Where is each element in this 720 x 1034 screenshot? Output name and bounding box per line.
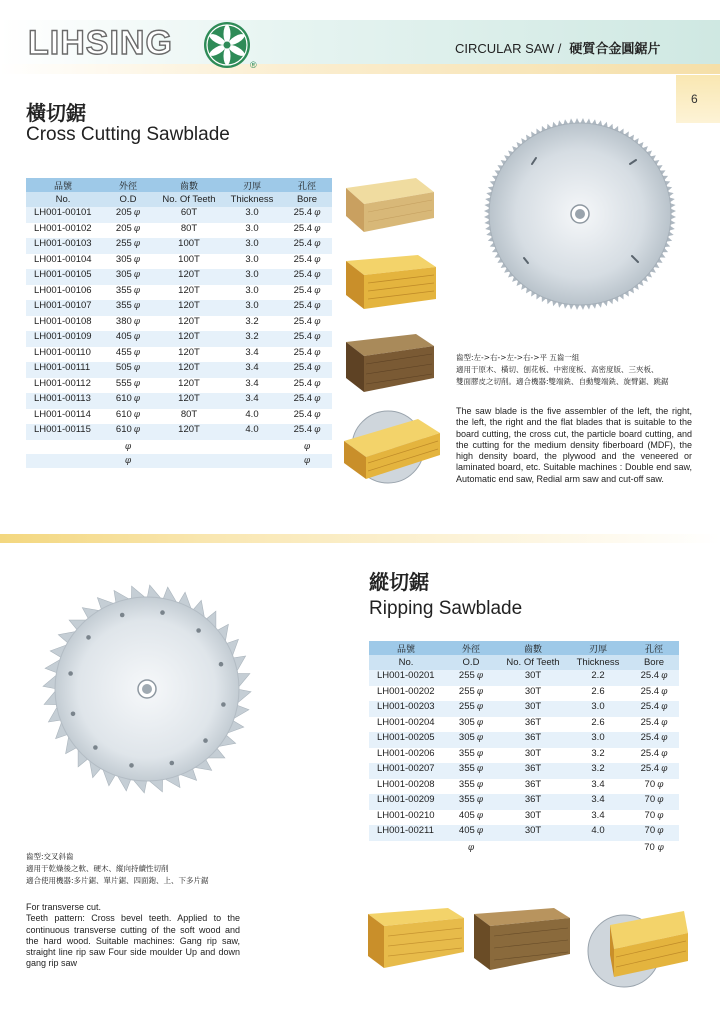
cross-spec-table: [26, 178, 332, 468]
cell-teeth: 36T: [499, 763, 567, 779]
cell-teeth: 100T: [178, 253, 200, 265]
cell-od: 305 φ: [100, 269, 156, 285]
cell-thk: 3.0: [222, 269, 282, 285]
table-row: [369, 732, 679, 748]
col-header: Thickness: [222, 192, 282, 207]
cell-no: LH001-00109: [26, 331, 100, 347]
cell-thk: 3.0: [222, 300, 282, 316]
cell-bore: 25.4 φ: [293, 408, 321, 420]
cell-no: LH001-00110: [34, 346, 91, 358]
cell-od: 355 φ: [443, 794, 499, 810]
table-row: [26, 347, 332, 363]
table-row: [26, 207, 332, 223]
cell-thk: 3.0: [245, 222, 259, 234]
cell-thk: 3.0: [222, 207, 282, 223]
cell-bore: 25.4 φ: [629, 732, 679, 748]
cell-teeth: 120T: [178, 315, 200, 327]
cell-no: LH001-00202: [377, 685, 435, 697]
cell-thk: 3.2: [567, 763, 629, 779]
cell-bore: 25.4 φ: [293, 346, 321, 358]
cell-od: 610 φ: [115, 408, 141, 420]
col-header: 刃厚: [222, 178, 282, 192]
col-header: 孔徑: [282, 178, 332, 192]
registered-mark: ®: [250, 60, 257, 70]
table-row: [369, 748, 679, 764]
cell-bore: 25.4 φ: [282, 331, 332, 347]
col-header: No. Of Teeth: [499, 655, 567, 670]
col-header: 品號: [26, 178, 100, 192]
cell-no: LH001-00102: [34, 222, 92, 234]
plywood-image: [346, 334, 434, 394]
table-row: [26, 316, 332, 332]
cell-thk: 4.0: [567, 825, 629, 841]
table-row: [26, 254, 332, 270]
cell-teeth: 120T: [156, 393, 222, 409]
cell-thk: 4.0: [222, 424, 282, 440]
col-header: 齒數: [156, 178, 222, 192]
table-row: [26, 424, 332, 440]
rip-wood-image-2: [474, 908, 570, 976]
cell-thk: 4.0: [245, 408, 259, 420]
cell-teeth: 36T: [499, 794, 567, 810]
col-header: No. Of Teeth: [156, 192, 222, 207]
cell-od: 555 φ: [115, 377, 141, 389]
cell-no: LH001-00108: [34, 315, 92, 327]
cell-bore: 25.4 φ: [282, 269, 332, 285]
cell-thk: 3.4: [245, 346, 259, 358]
table-row: [369, 763, 679, 779]
rip-title-en: Ripping Sawblade: [369, 598, 523, 619]
table-row: [369, 794, 679, 810]
particle-board-image: [346, 178, 434, 236]
cell-bore: 25.4 φ: [282, 300, 332, 316]
cell-od: 355 φ: [100, 300, 156, 316]
table-row: [369, 825, 679, 841]
table-row: [26, 269, 332, 285]
cell-od: 355 φ: [458, 778, 484, 790]
cell-no: LH001-00208: [377, 778, 435, 790]
cell-thk: 3.4: [222, 362, 282, 378]
cell-od: 380 φ: [115, 315, 141, 327]
cell-bore: 25.4 φ: [293, 222, 321, 234]
table-row-empty: φ φ: [124, 442, 311, 452]
cell-od: 355 φ: [115, 284, 141, 296]
cell-thk: 3.0: [222, 238, 282, 254]
cell-no: LH001-00206: [377, 747, 435, 759]
col-header: 外徑: [100, 178, 156, 192]
table-row: [26, 331, 332, 347]
cell-bore: 70 φ: [644, 809, 664, 821]
header-accent-band: [0, 64, 720, 74]
cell-thk: 3.0: [567, 701, 629, 717]
col-header: Bore: [282, 192, 332, 207]
cell-thk: 3.0: [567, 732, 629, 748]
cell-teeth: 30T: [499, 670, 567, 686]
cell-bore: 25.4 φ: [629, 670, 679, 686]
cross-title-zh: 橫切鋸: [26, 101, 86, 125]
cell-bore: 25.4 φ: [629, 701, 679, 717]
table-row: [369, 717, 679, 733]
cell-teeth: 120T: [156, 362, 222, 378]
col-header: No.: [26, 192, 100, 207]
table-row: [26, 285, 332, 301]
cell-no: LH001-00209: [369, 794, 443, 810]
cell-no: LH001-00201: [369, 670, 443, 686]
table-row: [26, 393, 332, 409]
cell-no: LH001-00106: [34, 284, 92, 296]
cell-teeth: 30T: [499, 825, 567, 841]
cell-od: 405 φ: [443, 825, 499, 841]
cell-bore: 25.4 φ: [640, 685, 668, 697]
col-header: 品號: [369, 641, 443, 655]
rip-spec-table: [369, 641, 679, 855]
cell-no: LH001-00103: [26, 238, 100, 254]
cell-od: 355 φ: [458, 747, 484, 759]
rip-title-zh: 縱切鋸: [369, 570, 429, 594]
rip-wood-image-1: [368, 908, 464, 974]
cell-bore: 70 φ: [629, 794, 679, 810]
cell-teeth: 60T: [156, 207, 222, 223]
cell-thk: 2.2: [567, 670, 629, 686]
cell-bore: 25.4 φ: [282, 424, 332, 440]
cross-desc-zh: 齒型:左->右->左->右->平 五齒一組 適用于原木、橫切、刨花板、中密度板、高密度版、三夾板、 雙面膠皮之切削。適合機器:雙端銑、自動雙端銑、旋臂鋸、跳鋸: [456, 353, 669, 386]
section-divider: [0, 534, 720, 543]
cell-no: LH001-00207: [369, 763, 443, 779]
cell-no: LH001-00104: [34, 253, 92, 265]
cell-no: LH001-00205: [369, 732, 443, 748]
cell-teeth: 100T: [156, 238, 222, 254]
cell-no: LH001-00115: [26, 424, 100, 440]
cell-no: LH001-00203: [369, 701, 443, 717]
cell-od: 405 φ: [458, 809, 484, 821]
cross-title-en: Cross Cutting Sawblade: [26, 124, 230, 145]
page-tab: [676, 75, 720, 123]
cell-bore: 70 φ: [644, 778, 664, 790]
cell-thk: 3.4: [245, 377, 259, 389]
col-header: Thickness: [567, 655, 629, 670]
cell-teeth: 120T: [156, 300, 222, 316]
col-header: O.D: [100, 192, 156, 207]
table-row: [369, 701, 679, 717]
cell-teeth: 120T: [178, 377, 200, 389]
cell-thk: 3.4: [567, 794, 629, 810]
cell-thk: 2.6: [591, 716, 605, 728]
cell-bore: 25.4 φ: [293, 315, 321, 327]
cell-od: 305 φ: [443, 732, 499, 748]
cell-no: LH001-00105: [26, 269, 100, 285]
table-row: [369, 670, 679, 686]
cell-bore: 70 φ: [629, 825, 679, 841]
cell-teeth: 80T: [180, 222, 198, 234]
cell-teeth: 36T: [524, 716, 542, 728]
cell-no: LH001-00114: [34, 408, 91, 420]
cell-bore: 25.4 φ: [282, 393, 332, 409]
col-header: Bore: [629, 655, 679, 670]
cell-teeth: 30T: [524, 809, 542, 821]
col-header: No.: [369, 655, 443, 670]
table-row-empty: φ φ: [26, 454, 332, 468]
table-row: [26, 409, 332, 425]
table-row: [26, 378, 332, 394]
cell-teeth: 36T: [499, 732, 567, 748]
cell-no: LH001-00111: [26, 362, 100, 378]
cell-thk: 3.2: [591, 747, 605, 759]
rip-desc-zh: 齒型:交叉斜齒 適用于乾燥後之軟、硬木、縱向持續性切削 適合使用機器:多片鋸、單片鋸、四面鉋、上、下多片鋸: [26, 852, 209, 885]
cell-od: 255 φ: [443, 670, 499, 686]
table-row: [369, 810, 679, 826]
cell-teeth: 30T: [524, 685, 542, 697]
table-row: [26, 362, 332, 378]
table-row-empty: φ 70 φ: [467, 842, 664, 853]
table-row: [26, 300, 332, 316]
cell-thk: 2.6: [591, 685, 605, 697]
cell-od: 505 φ: [100, 362, 156, 378]
cell-teeth: 36T: [524, 778, 542, 790]
cell-od: 455 φ: [115, 346, 141, 358]
cell-teeth: 30T: [524, 747, 542, 759]
table-row: [369, 686, 679, 702]
cell-thk: 3.4: [591, 778, 605, 790]
col-header: O.D: [443, 655, 499, 670]
cell-thk: 3.2: [222, 331, 282, 347]
cell-no: LH001-00210: [377, 809, 435, 821]
cell-thk: 3.2: [245, 315, 259, 327]
table-row: [26, 223, 332, 239]
cell-od: 255 φ: [100, 238, 156, 254]
cell-od: 255 φ: [458, 685, 484, 697]
col-header: 齒數: [499, 641, 567, 655]
cell-bore: 25.4 φ: [640, 747, 668, 759]
cell-bore: 25.4 φ: [282, 362, 332, 378]
col-header: 刃厚: [567, 641, 629, 655]
cell-no: LH001-00211: [369, 825, 443, 841]
table-row: [26, 238, 332, 254]
cell-teeth: 120T: [156, 424, 222, 440]
solid-wood-image: [346, 255, 436, 311]
cell-od: 305 φ: [458, 716, 484, 728]
brand-logo: LIHSING: [28, 24, 173, 62]
cell-teeth: 120T: [178, 346, 200, 358]
cell-od: 205 φ: [100, 207, 156, 223]
cell-od: 255 φ: [443, 701, 499, 717]
cell-bore: 25.4 φ: [282, 207, 332, 223]
cell-od: 305 φ: [115, 253, 141, 265]
cell-od: 610 φ: [100, 393, 156, 409]
ripping-saw-blade-image: [38, 582, 256, 800]
cell-thk: 3.0: [245, 253, 259, 265]
col-header: 孔徑: [629, 641, 679, 655]
crosscut-saw-blade-image: [480, 108, 680, 320]
flower-logo-icon: [203, 21, 251, 69]
cell-teeth: 120T: [178, 284, 200, 296]
cell-no: LH001-00204: [377, 716, 435, 728]
cell-bore: 25.4 φ: [629, 763, 679, 779]
cell-od: 205 φ: [115, 222, 141, 234]
cell-no: LH001-00113: [26, 393, 100, 409]
cell-bore: 25.4 φ: [293, 253, 321, 265]
cell-teeth: 80T: [180, 408, 198, 420]
cell-no: LH001-00101: [26, 207, 100, 223]
table-row: [369, 779, 679, 795]
cell-bore: 25.4 φ: [293, 284, 321, 296]
cross-desc-en: The saw blade is the five assembler of the left, the right, the left, the right and the flat blades that is suitable to the board cutting, the cross cut, the particle board cutting, and the cutting for the medium density fiberboard (MDF), the high density board, the plywood and the veneered or laminated board, etc. Suitable machines : Double end saw, Automatic end saw, Redial arm saw and cut-off saw.: [456, 406, 692, 484]
cell-od: 405 φ: [100, 331, 156, 347]
cell-bore: 25.4 φ: [282, 238, 332, 254]
col-header: 外徑: [443, 641, 499, 655]
cell-teeth: 30T: [499, 701, 567, 717]
cell-od: 610 φ: [100, 424, 156, 440]
cell-no: LH001-00107: [26, 300, 100, 316]
page-number: 6: [691, 92, 698, 106]
rip-desc-en: For transverse cut. Teeth pattern: Cross bevel teeth. Applied to the continuous transverse cutting of the soft wood and the hard wood. Suitable machines: Gang rip saw, straight line rip saw Four side moulder Up and down gang rip saw: [26, 902, 240, 969]
rip-cutting-demo-image: [580, 905, 690, 991]
cell-bore: 25.4 φ: [640, 716, 668, 728]
cutting-demo-image: [340, 405, 446, 493]
cell-thk: 3.4: [222, 393, 282, 409]
cell-od: 355 φ: [443, 763, 499, 779]
cell-thk: 3.4: [591, 809, 605, 821]
cell-bore: 25.4 φ: [293, 377, 321, 389]
cell-no: LH001-00112: [34, 377, 91, 389]
header-category: CIRCULAR SAW / 硬質合金圓鋸片: [455, 41, 661, 57]
cell-teeth: 120T: [156, 269, 222, 285]
cell-thk: 3.0: [245, 284, 259, 296]
cell-teeth: 120T: [156, 331, 222, 347]
